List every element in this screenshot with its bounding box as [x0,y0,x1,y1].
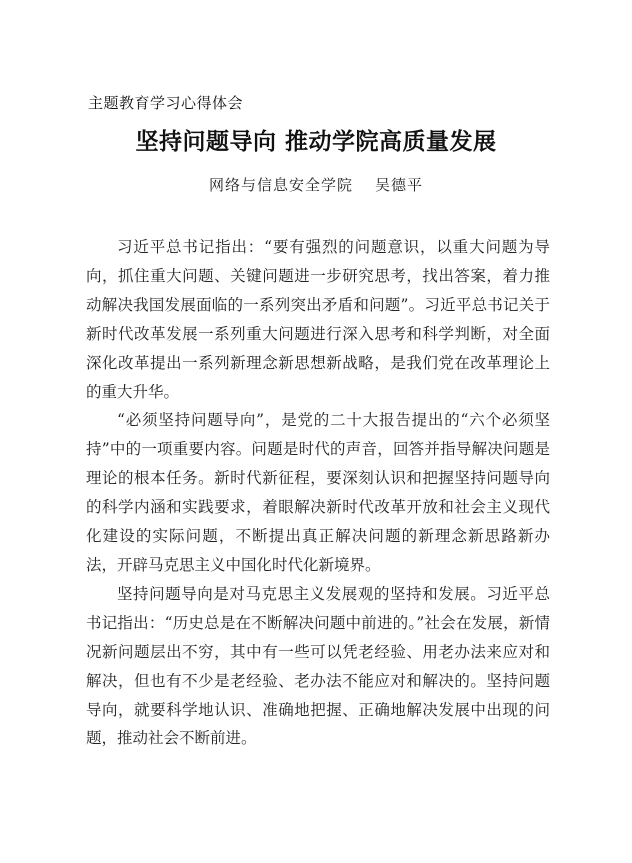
document-title: 坚持问题导向 推动学院高质量发展 [135,129,497,155]
document-body [86,233,550,753]
paragraph-3: 坚持问题导向是对马克思主义发展观的坚持和发展。习近平总书记指出：“历史总是在不断解决问题中前进的。”社会在发展，新情况新问题层出不穷，其中有一些可以凭老经验、用老办法来应对和解决，但也有不少是老经验、老办法不能应对和解决的。坚持问题导向，就要科学地认识、准确地把握、正确地解决发展中出现的问题，推动社会不断前进。 [86,584,550,748]
author-line [0,174,632,196]
document-category: 主题教育学习心得体会 [88,94,244,112]
paragraph-1: 习近平总书记指出：“要有强烈的问题意识，以重大问题为导向，抓住重大问题、关键问题进一步研究思考，找出答案，着力推动解决我国发展面临的一系列突出矛盾和问题”。习近平总书记关于新时代改革发展一系列重大问题进行深入思考和科学判断，对全面深化改革提出一系列新理念新思想新战略，是我们党在改革理论上的重大升华。 [86,238,550,401]
author-name: 吴德平 [375,176,424,194]
paragraph-2: “必须坚持问题导向”，是党的二十大报告提出的“六个必须坚持”中的一项重要内容。问题是时代的声音，回答并指导解决问题是理论的根本任务。新时代新征程，要深刻认识和把握坚持问题导向的科学内涵和实践要求，着眼解决新时代改革开放和社会主义现代化建设的实际问题，不断提出真正解决问题的新理念新思路新办法，开辟马克思主义中国化时代化新境界。 [86,411,550,574]
author-department: 网络与信息安全学院 [208,176,353,194]
